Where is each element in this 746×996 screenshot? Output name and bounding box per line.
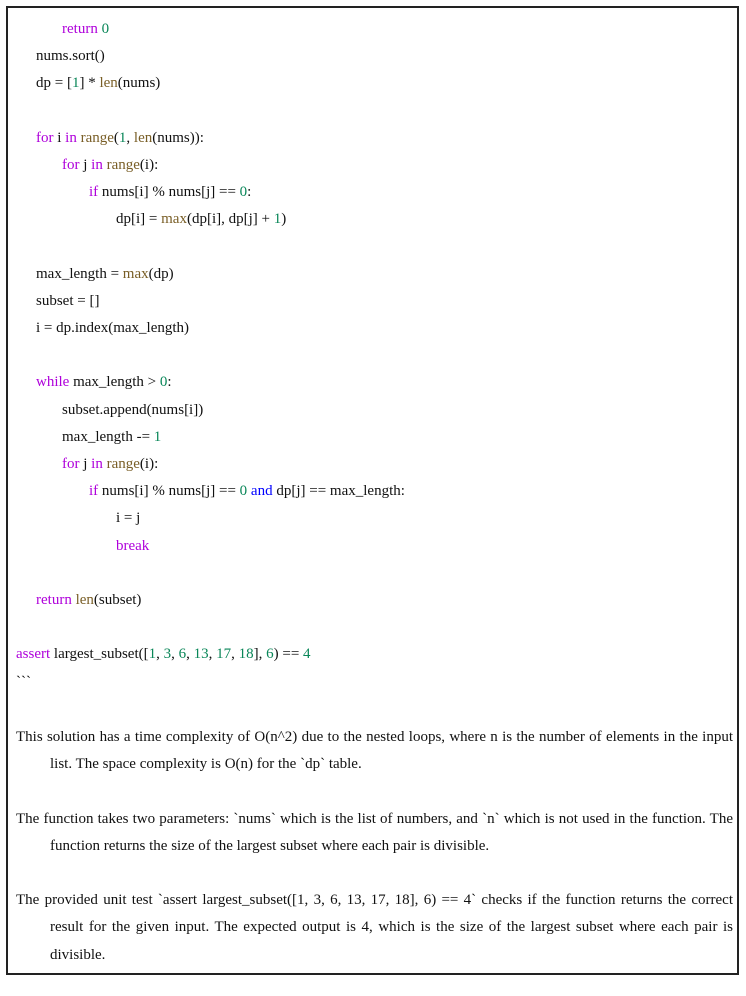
code-line xyxy=(16,43,405,70)
code-token: 17 xyxy=(216,646,232,663)
code-token: i = dp.index(max_length) xyxy=(36,320,190,337)
code-token: 3 xyxy=(163,646,172,663)
code-token: : xyxy=(167,374,172,391)
code-token: (nums)): xyxy=(152,129,204,146)
code-token: ) xyxy=(281,211,287,228)
code-token: nums[i] % nums[j] == xyxy=(98,184,240,201)
code-token: j xyxy=(79,156,92,173)
code-token: 18 xyxy=(238,646,254,663)
code-line xyxy=(16,16,405,43)
code-token: for xyxy=(62,156,80,173)
code-token: while xyxy=(36,374,70,391)
code-token: 1 xyxy=(273,211,282,228)
explanation-text xyxy=(16,724,733,996)
code-token: range xyxy=(106,456,140,472)
code-line xyxy=(16,614,405,641)
code-line xyxy=(16,206,405,233)
code-line xyxy=(16,152,405,179)
code-token: , xyxy=(186,646,194,663)
code-token: max_length > xyxy=(69,374,160,391)
code-token: 4 xyxy=(303,646,311,663)
code-token: 13 xyxy=(193,646,209,663)
code-line xyxy=(16,641,405,668)
code-token: max xyxy=(122,265,149,282)
code-token: nums.sort() xyxy=(36,48,105,65)
code-line xyxy=(16,234,405,261)
code-token: , xyxy=(171,646,179,663)
code-token: , xyxy=(126,129,134,146)
code-token: len xyxy=(99,75,118,92)
code-token: ``` xyxy=(16,673,31,690)
code-token: break xyxy=(116,537,150,554)
code-line xyxy=(16,424,405,451)
code-token: range xyxy=(106,156,140,173)
code-token: 1 xyxy=(148,646,157,663)
code-token: len xyxy=(75,591,94,608)
code-token: return xyxy=(36,591,72,608)
code-token: ) == xyxy=(273,646,304,663)
code-token: ( xyxy=(113,129,119,146)
code-token: assert xyxy=(16,646,51,663)
code-line xyxy=(16,397,405,424)
code-token: , xyxy=(156,646,164,663)
code-line xyxy=(16,261,405,288)
code-token: (nums) xyxy=(117,75,161,92)
code-line xyxy=(16,451,405,478)
code-line xyxy=(16,315,405,342)
code-token: len xyxy=(133,129,153,146)
code-token: max_length = xyxy=(36,265,123,282)
code-line xyxy=(16,342,405,369)
code-token: 1 xyxy=(153,428,162,445)
code-line xyxy=(16,70,405,97)
paragraph: This solution has a time complexity of O(n^2) due to the nested loops, where n is the number of elements in the input list. The space complexity is O(n) for the `dp` table. xyxy=(16,729,733,773)
code-token: : xyxy=(247,184,252,201)
code-token: nums[i] % nums[j] == xyxy=(98,483,240,500)
code-token: largest_subset([ xyxy=(50,646,149,663)
code-token: (dp) xyxy=(148,265,174,282)
code-token: ], xyxy=(253,646,267,663)
code-token: max xyxy=(161,211,187,228)
paragraph: The provided unit test `assert largest_subset([1, 3, 6, 13, 17, 18], 6) == 4` checks if the function returns the correct result for the given input. The expected output is 4, which is the size of the largest subset where each pair is divisible. xyxy=(16,892,733,963)
code-line xyxy=(16,369,405,396)
code-token: 6 xyxy=(178,646,187,663)
code-token: in xyxy=(91,156,103,173)
code-token: range xyxy=(80,129,114,146)
code-line xyxy=(16,288,405,315)
code-token: ] * xyxy=(79,75,100,92)
code-token: dp = [ xyxy=(36,75,72,92)
code-line xyxy=(16,533,405,560)
code-token: 0 xyxy=(101,21,110,37)
code-token: 6 xyxy=(266,646,274,663)
code-token: dp[j] == max_length: xyxy=(272,483,405,500)
code-token: subset = [] xyxy=(36,292,100,309)
paragraph: The function takes two parameters: `nums` which is the list of numbers, and `n` which is not used in the function. The function returns the size of the largest subset where each pair is divisible. xyxy=(16,810,733,854)
code-token: (subset) xyxy=(93,591,142,608)
code-token: (dp[i], dp[j] + xyxy=(186,211,274,228)
code-token: for xyxy=(62,456,80,472)
code-token: i = j xyxy=(116,510,141,527)
code-line xyxy=(16,669,405,696)
code-token: 1 xyxy=(71,75,80,92)
code-token: 0 xyxy=(239,483,248,500)
code-token: dp[i] = xyxy=(116,211,162,228)
code-token: if xyxy=(89,184,99,201)
code-line xyxy=(16,98,405,125)
code-line xyxy=(16,560,405,587)
code-token: and xyxy=(250,483,273,500)
code-token: subset.append(nums[i]) xyxy=(62,401,204,418)
code-token: max_length -= xyxy=(62,428,154,445)
code-line xyxy=(16,505,405,532)
code-token: , xyxy=(231,646,239,663)
code-token: i xyxy=(53,129,66,146)
code-token: (i): xyxy=(139,456,159,472)
code-token: for xyxy=(36,129,54,146)
code-token: in xyxy=(65,129,77,146)
code-line xyxy=(16,478,405,505)
code-token: 0 xyxy=(159,374,168,391)
code-token: return xyxy=(62,21,98,37)
code-line xyxy=(16,125,405,152)
code-token: 1 xyxy=(118,129,127,146)
code-token: in xyxy=(91,456,103,472)
code-block xyxy=(16,16,405,696)
code-token: if xyxy=(89,483,99,500)
code-line xyxy=(16,587,405,614)
code-token: 0 xyxy=(239,184,248,201)
code-token: , xyxy=(208,646,217,663)
code-token: j xyxy=(79,456,92,472)
code-line xyxy=(16,179,405,206)
code-token: (i): xyxy=(139,156,159,173)
